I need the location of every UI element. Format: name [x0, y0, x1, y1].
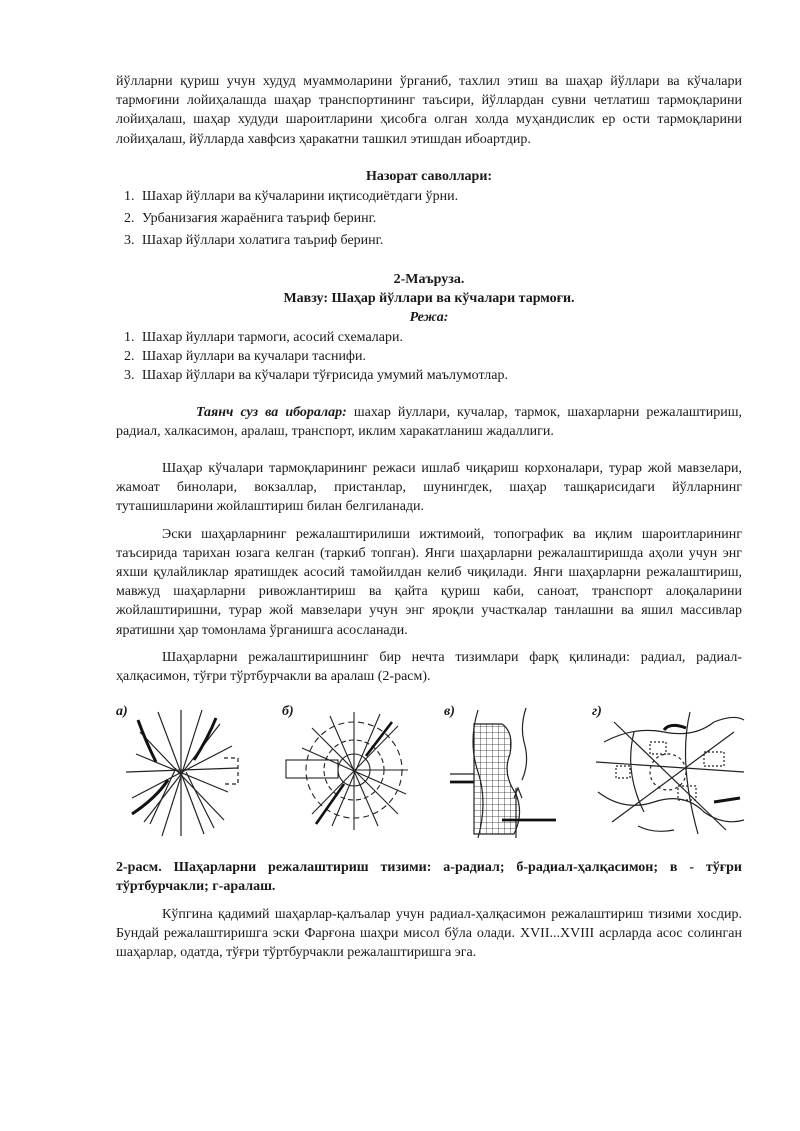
- figure-label: г): [592, 704, 602, 720]
- figure-label: б): [282, 704, 294, 720]
- planning-systems-figure: [116, 702, 742, 848]
- intro-paragraph: йўлларни қуриш учун худуд муаммоларини ўрганиб, тахлил этиш ва шаҳар йўллари ва кўчалари тармоғини лойиҳалашда шаҳар транспортининг таъсири, йўллардан сувни четлатиш тармоқларини лойиҳалаш, шаҳар худуди шароитларини ҳисобга олган холда муҳандислик ер ости тармоқларини лойиҳалаш, йўлларда хавфсиз ҳаракатни ташкил этишдан ибоартдир.: [116, 74, 742, 147]
- figure-caption: 2-расм. Шаҳарларни режалаштириш тизими: а-радиал; б-радиал-ҳалқасимон; в - тўғри тўртбурчакли; г-аралаш.: [116, 860, 742, 895]
- plan-title: Режа:: [409, 310, 449, 326]
- list-item: 1. Шахар йуллари тармоги, асосий схемалари.: [138, 328, 742, 347]
- figure-label: в): [444, 704, 455, 720]
- keywords-label: Таянч суз ва иборалар:: [196, 404, 347, 420]
- figure-label: а): [116, 704, 128, 720]
- body-paragraph: Шаҳар кўчалари тармоқларининг режаси ишлаб чиқариш корхоналари, турар жой мавзелари, жамоат бинолари, вокзаллар, пристанлар, шунингдек, шаҳар ташқарисидаги йўлларнинг туташишларини жойлаштириш билан белгиланади.: [116, 461, 742, 515]
- list-item: 3. Шахар йўллари ва кўчалари тўғрисида умумий маълумотлар.: [138, 366, 742, 385]
- mixed-scheme: [594, 702, 746, 842]
- document-page: [116, 72, 742, 962]
- lecture-topic: Мавзу: Шаҳар йўллари ва кўчалари тармоғи.: [283, 291, 575, 307]
- list-item: 1. Шахар йўллари ва кўчаларини иқтисодиётдаги ўрни.: [138, 186, 742, 208]
- lecture-number: 2-Маъруза.: [393, 272, 465, 288]
- control-questions-title: Назорат саволлари:: [365, 168, 493, 184]
- list-item: 2. Шахар йуллари ва кучалари таснифи.: [138, 347, 742, 366]
- rectangular-scheme: [444, 702, 564, 842]
- body-paragraph: Шаҳарларни режалаштиришнинг бир нечта тизимлари фарқ қилинади: радиал, радиал-ҳалқасимон, тўғри тўртбурчакли ва аралаш (2-расм).: [116, 649, 742, 685]
- plan-list: [116, 328, 742, 385]
- mixed-diagram: [594, 702, 746, 842]
- keywords-paragraph: [116, 403, 742, 441]
- list-item: 3. Шахар йўллари холатига таъриф беринг.: [138, 230, 742, 252]
- radial-diagram: [116, 702, 246, 842]
- list-item: 2. Урбанизағия жараёнига таъриф беринг.: [138, 208, 742, 230]
- rectangular-diagram: [444, 702, 564, 842]
- keywords-text: шахар йуллари, кучалар, тармок, шахарларни режалаштириш, радиал, халкасимон, аралаш, транспорт, иклим харакатланиш жадаллиги.: [116, 404, 742, 439]
- radial-scheme: [116, 702, 246, 842]
- closing-paragraph: Кўпгина қадимий шаҳарлар-қалъалар учун радиал-ҳалқасимон режалаштириш тизими хосдир. Бундай режалаштиришга эски Фарғона шаҳри мисол бўла олади. XVII...XVIII асрларда асос солинган шаҳарлар, одатда, тўғри тўртбурчакли режалаштиришга эга.: [116, 906, 742, 961]
- control-questions-list: [116, 186, 742, 252]
- radial-ring-scheme: [282, 702, 412, 842]
- radial-ring-diagram: [282, 702, 412, 842]
- body-paragraph: Эски шаҳарларнинг режалаштирилиши ижтимоий, топографик ва иқлим шароитларининг таъсирида тарихан юзага келган (таркиб топган). Янги шаҳарларни режалаштиришда аҳоли учун энг яхши қулайликлар яратишдек асосий тамойилдан келиб чиқилади. Янги шаҳарларни режалаштириш, мавжуд шаҳарларни ривожлантириш ва қайта қуриш каби, саноат, транспорт алоқаларини жойлаштиришни, турар жой мавзелари учун энг яроқли участкалар танлашни ва яшил массивлар яратишни ҳар томонлама ўрганишга асосланади.: [116, 526, 742, 638]
